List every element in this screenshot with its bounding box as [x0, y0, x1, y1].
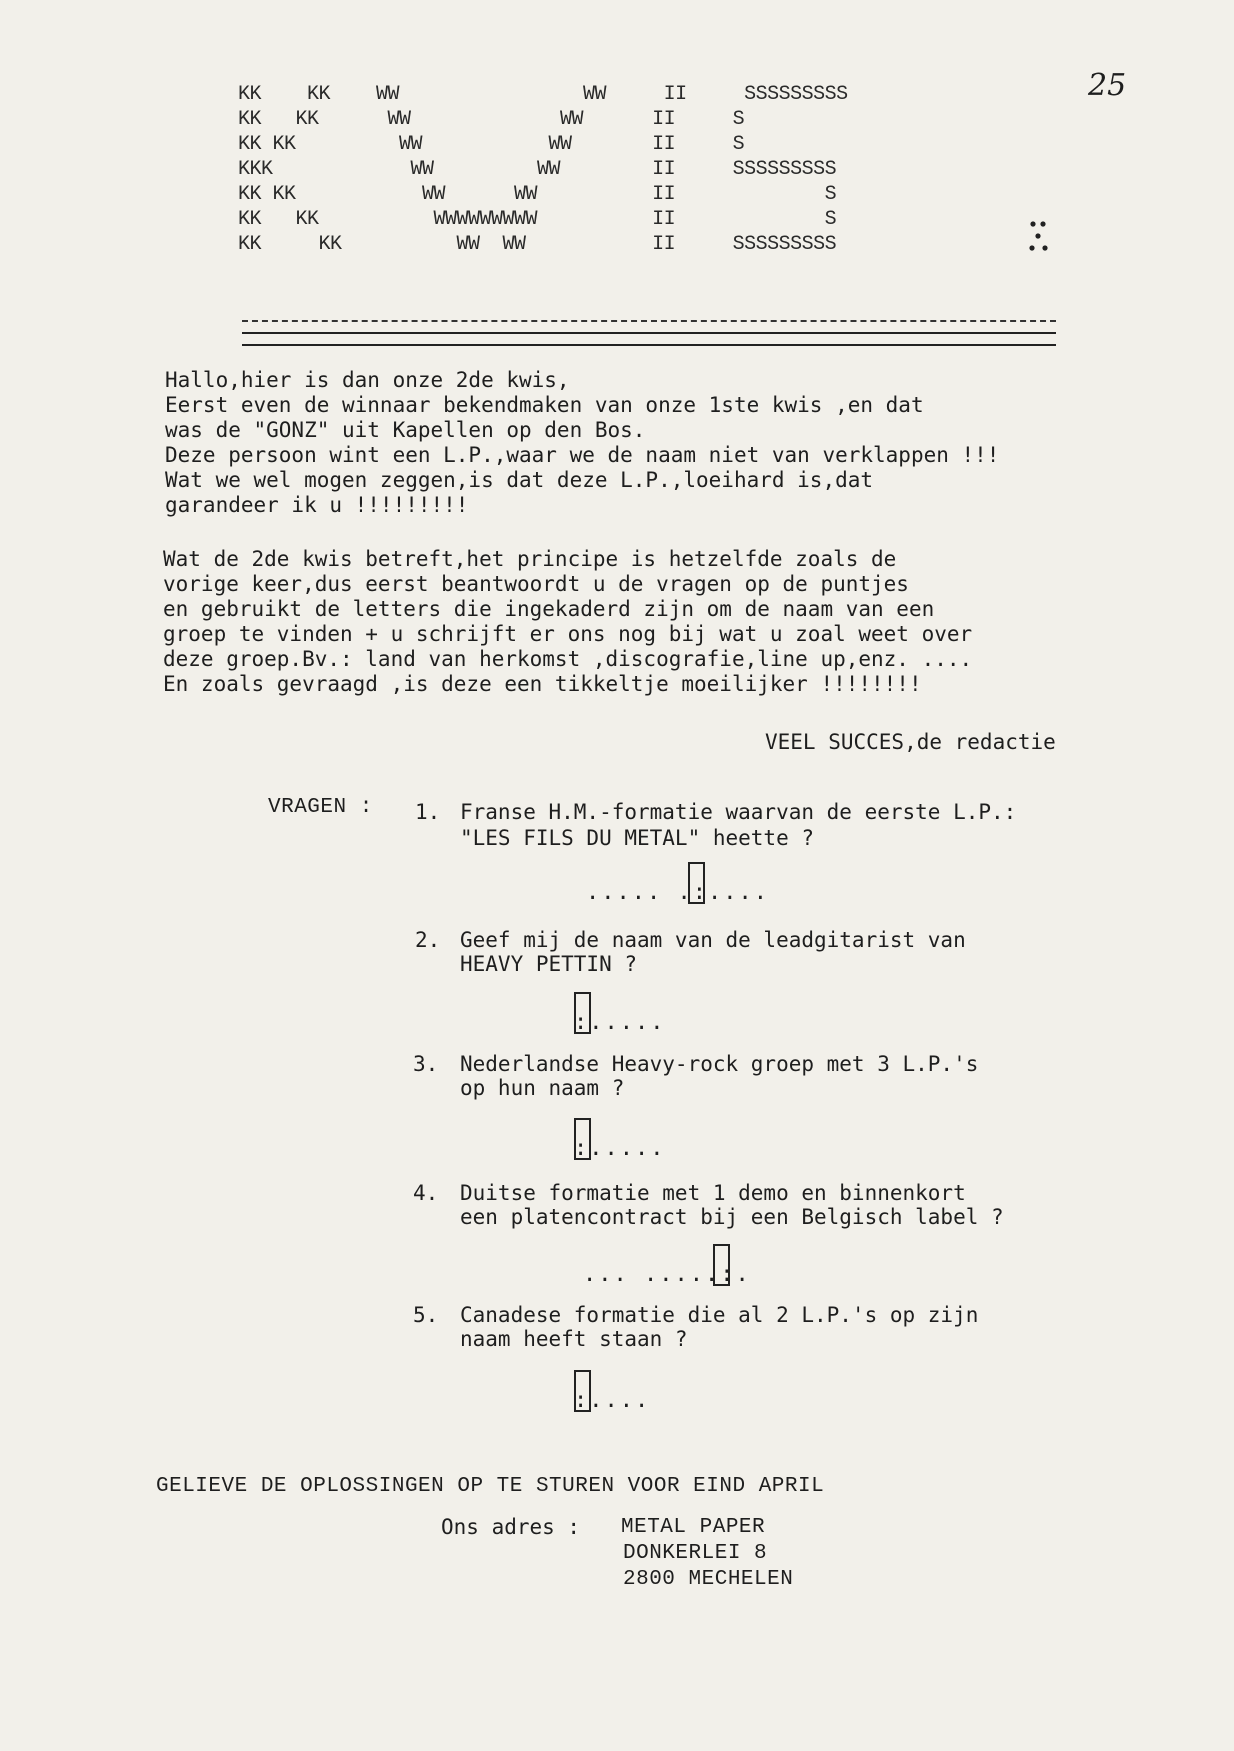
question-number: 1.	[415, 800, 441, 824]
page-number: 25	[1088, 68, 1127, 103]
rules-line: deze groep.Bv.: land van herkomst ,discografie,line up,enz. ....	[163, 647, 973, 671]
answer-dots: :....	[574, 1388, 651, 1413]
question-text: Canadese formatie die al 2 L.P.'s op zijn	[460, 1303, 979, 1327]
rules-line: en gebruikt de letters die ingekaderd zijn om de naam van een	[163, 597, 935, 621]
answer-field[interactable]	[574, 992, 684, 1035]
signoff: VEEL SUCCES,de redactie	[765, 730, 1056, 754]
answer-field[interactable]	[574, 1370, 674, 1413]
rules-line: En zoals gevraagd ,is deze een tikkeltje moeilijker !!!!!!!!	[163, 672, 922, 696]
address-line: METAL PAPER	[621, 1516, 766, 1539]
question-text: Duitse formatie met 1 demo en binnenkort	[460, 1181, 966, 1205]
answer-field[interactable]	[583, 1244, 753, 1287]
answer-dots: ... .....:.	[583, 1262, 751, 1287]
deadline-notice: GELIEVE DE OPLOSSINGEN OP TE STUREN VOOR EIND APRIL	[156, 1475, 825, 1498]
dots-ornament-icon	[1028, 218, 1052, 258]
banner-line: KKK WW WW II SSSSSSSSS	[238, 158, 837, 181]
boxed-letter-slot[interactable]	[574, 1118, 591, 1160]
question-text: Geef mij de naam van de leadgitarist van	[460, 928, 966, 952]
kwis-banner	[238, 82, 848, 257]
question-number: 5.	[413, 1303, 439, 1327]
intro-line: Eerst even de winnaar bekendmaken van onze 1ste kwis ,en dat	[165, 393, 924, 417]
question-text: HEAVY PETTIN ?	[460, 952, 638, 976]
questions-label: VRAGEN :	[268, 796, 373, 819]
rules-line: groep te vinden + u schrijft er ons nog bij wat u zoal weet over	[163, 622, 973, 646]
address-line: 2800 MECHELEN	[623, 1568, 794, 1591]
question-text: Nederlandse Heavy-rock groep met 3 L.P.'s	[460, 1052, 979, 1076]
banner-line: KK KK WW WW II SSSSSSSSS	[238, 83, 848, 106]
answer-field[interactable]	[574, 1118, 684, 1161]
banner-line: KK KK WW WW II S	[238, 133, 745, 156]
divider-line	[242, 344, 1056, 346]
boxed-letter-slot[interactable]	[713, 1244, 730, 1286]
rules-line: vorige keer,dus eerst beantwoordt u de vragen op de puntjes	[163, 572, 909, 596]
divider-line	[242, 332, 1056, 334]
banner-line: KK KK WW WW II S	[238, 108, 745, 131]
question-text: een platencontract bij een Belgisch label ?	[460, 1205, 1004, 1229]
answer-field[interactable]	[586, 862, 769, 905]
question-text: naam heeft staan ?	[460, 1327, 688, 1351]
question-text: "LES FILS DU METAL" heette ?	[460, 826, 815, 850]
intro-line: garandeer ik u !!!!!!!!!	[165, 493, 469, 517]
address-line: DONKERLEI 8	[623, 1542, 768, 1565]
banner-line: KK KK WW WW II SSSSSSSSS	[238, 233, 837, 256]
question-number: 2.	[415, 928, 441, 952]
answer-dots: ..... .:....	[586, 880, 769, 905]
boxed-letter-slot[interactable]	[688, 862, 705, 904]
intro-line: was de "GONZ" uit Kapellen op den Bos.	[165, 418, 646, 442]
intro-line: Deze persoon wint een L.P.,waar we de naam niet van verklappen !!!	[165, 443, 1000, 467]
answer-dots: :.....	[574, 1136, 666, 1161]
boxed-letter-slot[interactable]	[574, 992, 591, 1034]
rules-line: Wat de 2de kwis betreft,het principe is hetzelfde zoals de	[163, 547, 897, 571]
question-number: 3.	[413, 1052, 439, 1076]
boxed-letter-slot[interactable]	[574, 1370, 591, 1412]
question-text: Franse H.M.-formatie waarvan de eerste L.P.:	[460, 800, 1017, 824]
banner-line: KK KK WW WW II S	[238, 183, 837, 206]
dashed-divider	[242, 320, 1056, 322]
intro-line: Wat we wel mogen zeggen,is dat deze L.P.,loeihard is,dat	[165, 468, 874, 492]
question-text: op hun naam ?	[460, 1076, 625, 1100]
question-number: 4.	[413, 1181, 439, 1205]
banner-line: KK KK WWWWWWWWW II S	[238, 208, 837, 231]
address-label: Ons adres :	[441, 1515, 581, 1539]
answer-dots: :.....	[574, 1010, 666, 1035]
intro-line: Hallo,hier is dan onze 2de kwis,	[165, 368, 570, 392]
